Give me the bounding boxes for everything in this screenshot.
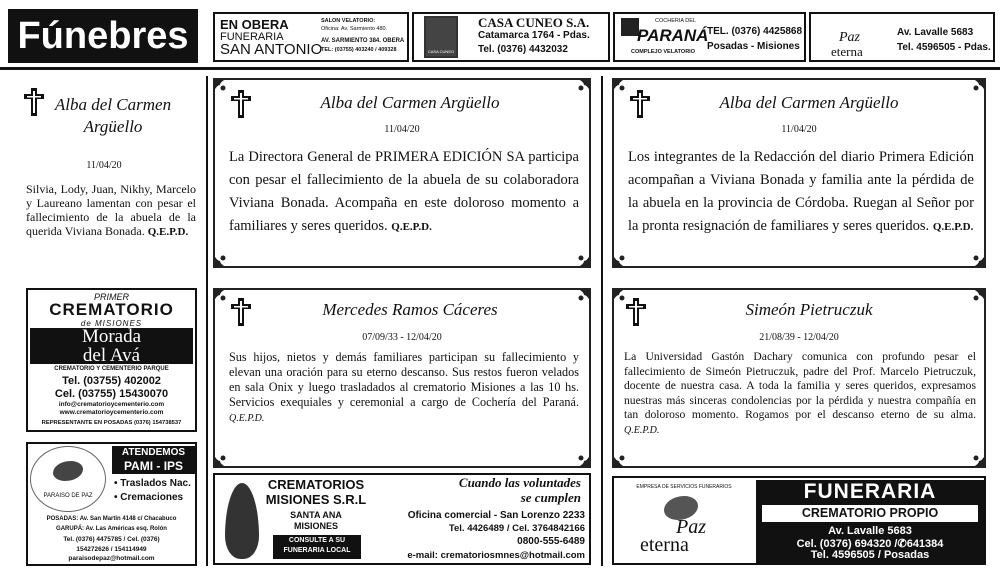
ad-line: EN OBERA bbox=[220, 17, 289, 32]
ad-paz-eterna[interactable] bbox=[809, 12, 995, 62]
ad-line: FUNERARIA LOCAL bbox=[283, 547, 351, 554]
frame-corner-ornament bbox=[212, 287, 234, 309]
ad-line: Oficina: Av. Sarmiento 480. bbox=[321, 26, 388, 32]
cross-icon bbox=[231, 90, 251, 118]
ad-line: Tel. 4426489 / Cel. 3764842166 bbox=[448, 523, 585, 534]
qepd: Q.E.P.D. bbox=[932, 221, 974, 233]
ad-crematorios-misiones[interactable] bbox=[213, 473, 591, 565]
ad-line: CREMATORIO Y CEMENTERIO PARQUE bbox=[54, 366, 169, 372]
ad-line: TEL: (03755) 403240 / 409328 bbox=[321, 47, 397, 53]
ad-line: GARUPÁ: Av. Las Américas esq. Rolón bbox=[56, 526, 167, 532]
ad-line: CREMATORIOS bbox=[267, 477, 365, 492]
cuneo-logo-text: CASA CUNEO bbox=[427, 49, 455, 54]
paz-eterna-logo bbox=[618, 480, 748, 562]
obituary-notice bbox=[612, 288, 986, 468]
frame-corner-ornament bbox=[611, 447, 633, 469]
logo-text: Paz bbox=[676, 516, 706, 538]
notice-body bbox=[624, 350, 976, 438]
ad-line: FUNERARIA bbox=[803, 480, 937, 503]
deceased-name: Simeón Pietruczuk bbox=[745, 300, 873, 319]
ad-funeraria-san-antonio[interactable] bbox=[213, 12, 409, 62]
ad-line: EMPRESA DE SERVICIOS FUNERARIOS bbox=[636, 484, 732, 490]
ad-line: PARANÁ bbox=[637, 26, 709, 45]
qepd: Q.E.P.D. bbox=[229, 413, 265, 424]
frame-corner-ornament bbox=[570, 287, 592, 309]
obituary-notice bbox=[213, 78, 591, 268]
frame-corner-ornament bbox=[611, 77, 633, 99]
cross-icon bbox=[630, 90, 650, 118]
frame-corner-ornament bbox=[965, 447, 987, 469]
ad-line: Morada bbox=[81, 326, 142, 347]
notice-date: 11/04/20 bbox=[781, 124, 817, 135]
pami-block bbox=[112, 446, 195, 474]
ad-line: AV. SARMIENTO 384. OBERA bbox=[321, 38, 405, 44]
ad-line: ATENDEMOS bbox=[121, 447, 186, 458]
ad-line: REPRESENTANTE EN POSADAS (0376) 154738537 bbox=[41, 420, 182, 426]
ad-line: 154272626 / 154114949 bbox=[76, 546, 147, 553]
ad-line: PRIMER bbox=[93, 292, 129, 302]
ad-line: • Traslados Nac. bbox=[114, 478, 191, 489]
notice-text: La Directora General de PRIMERA EDICIÓN SA participa con pesar el fallecimiento de la abuela de su colaboradora Viviana Bonada. Acompaña en este doloroso momento a familiares y seres queridos. bbox=[229, 149, 579, 234]
ad-funeraria-paz-eterna[interactable] bbox=[612, 476, 986, 565]
section-title: Fúnebres bbox=[8, 9, 198, 63]
ad-line: www.crematorioycementerio.com bbox=[59, 409, 164, 416]
section-header bbox=[0, 0, 1000, 70]
ad-line: Tel. 4596505 - Pdas. bbox=[897, 42, 991, 53]
frame-corner-ornament bbox=[212, 77, 234, 99]
frame-corner-ornament bbox=[965, 77, 987, 99]
frame-corner-ornament bbox=[212, 447, 234, 469]
ad-line: info@crematorioycementerio.com bbox=[58, 401, 165, 408]
logo-text: eterna bbox=[831, 44, 863, 59]
ad-line: Tel. 4596505 / Posadas bbox=[810, 549, 930, 561]
ad-line: COMPLEJO VELATORIO bbox=[631, 49, 695, 55]
ad-line: CASA CUNEO S.A. bbox=[478, 15, 590, 30]
qepd: Q.E.P.D. bbox=[147, 226, 189, 238]
paz-eterna-logo bbox=[817, 16, 887, 60]
ad-line: FUNERARIA bbox=[220, 31, 284, 43]
consulte-block bbox=[273, 535, 361, 559]
ad-line: Cuando las voluntades bbox=[458, 475, 581, 490]
frame-corner-ornament bbox=[965, 247, 987, 269]
ad-line: Posadas - Misiones bbox=[707, 41, 800, 52]
qepd: Q.E.P.D. bbox=[391, 221, 432, 233]
ad-line: Oficina comercial - San Lorenzo 2233 bbox=[407, 510, 585, 521]
ad-cocheria-parana[interactable] bbox=[613, 12, 806, 62]
ad-line: • Cremaciones bbox=[114, 492, 184, 503]
ad-line: CREMATORIO bbox=[49, 300, 174, 319]
cuneo-logo bbox=[424, 16, 458, 58]
column-divider bbox=[206, 76, 208, 566]
ad-line: CONSULTE A SU bbox=[288, 537, 346, 544]
ad-line: paraisodepaz@hotmail.com bbox=[68, 555, 155, 562]
frame-corner-ornament bbox=[611, 287, 633, 309]
ad-line: COCHERIA DEL bbox=[655, 18, 696, 24]
ad-line: Tel. (03755) 402002 bbox=[62, 375, 161, 387]
deceased-name: Mercedes Ramos Cáceres bbox=[322, 300, 498, 319]
ad-line: SANTA ANA bbox=[290, 510, 342, 520]
notice-body bbox=[229, 146, 579, 239]
ad-morada-del-ava[interactable] bbox=[26, 288, 197, 432]
ad-line: SAN ANTONIO bbox=[220, 41, 323, 58]
obituary-notice bbox=[14, 84, 194, 279]
morada-name-block bbox=[30, 328, 193, 364]
logo-text: eterna bbox=[640, 534, 689, 556]
ad-line: de MISIONES bbox=[80, 319, 143, 328]
ad-line: MISIONES bbox=[293, 521, 338, 531]
notice-body bbox=[628, 146, 974, 239]
frame-corner-ornament bbox=[570, 247, 592, 269]
notice-body bbox=[26, 182, 196, 239]
ad-line: Tel. (0376) 4432032 bbox=[478, 44, 568, 55]
notice-text: Sus hijos, nietos y demás familiares participan su fallecimiento y elevan una oración para su eterno descanso. Sus restos fueron velados en sala Onix y luego trasladados al crematorio Misiones a las 10 hs. Servicios exequiales y ceremonial a cargo de Cochería del Paraná. bbox=[229, 350, 579, 409]
ad-line: Cel. (03755) 15430070 bbox=[54, 388, 169, 400]
paraiso-logo bbox=[30, 446, 106, 512]
ad-line: Av. Lavalle 5683 bbox=[828, 525, 912, 537]
ad-line: se cumplen bbox=[520, 490, 581, 505]
cross-icon bbox=[231, 298, 251, 326]
notice-date: 11/04/20 bbox=[384, 124, 420, 135]
notice-date: 07/09/33 - 12/04/20 bbox=[362, 332, 442, 343]
ad-line: Tel. (0376) 4475785 / Cel. (0376) bbox=[63, 536, 160, 543]
ad-line: CREMATORIO PROPIO bbox=[801, 506, 939, 520]
ad-line: e-mail: crematoriosmnes@hotmail.com bbox=[407, 550, 585, 561]
qepd: Q.E.P.D. bbox=[624, 424, 660, 436]
deceased-name: Alba del Carmen Argüello bbox=[719, 93, 899, 112]
obituary-notice bbox=[612, 78, 986, 268]
ad-line: MISIONES S.R.L bbox=[265, 492, 367, 507]
deceased-name: Alba del Carmen Argüello bbox=[320, 93, 500, 112]
ad-line: Catamarca 1764 - Pdas. bbox=[478, 30, 590, 41]
flame-icon bbox=[225, 483, 259, 559]
ad-paraiso-de-paz[interactable] bbox=[26, 442, 197, 566]
notice-text: Los integrantes de la Redacción del diario Primera Edición acompañan a Viviana Bonada y familia ante la pérdida de la abuela en la provincia de Córdoba. Ruegan al Señor por la pronta resignación de familiares y seres queridos. bbox=[628, 149, 974, 234]
funeraria-block bbox=[756, 480, 984, 563]
column-divider bbox=[601, 76, 603, 566]
ad-line: PARAISO DE PAZ bbox=[43, 493, 93, 499]
notice-text: La Universidad Gastón Dachary comunica con profundo pesar el fallecimiento de Simeón Pietruczuk, padre del Prof. Marcelo Pietruczuk, docente de nuestra casa. A toda la familia y seres queridos, expresamos nuestras más sinceras condolencias por la pérdida y nuestra compañía en tan doloroso momento. Rogamos por el descanso eterno de su alma. bbox=[624, 350, 976, 421]
obituary-notice bbox=[213, 288, 591, 468]
frame-corner-ornament bbox=[611, 247, 633, 269]
frame-corner-ornament bbox=[212, 247, 234, 269]
notice-date: 11/04/20 bbox=[86, 160, 122, 171]
deceased-name: Alba del Carmen Argüello bbox=[54, 95, 172, 136]
ad-line: Cel. (0376) 694320 /✆641384 bbox=[796, 538, 944, 550]
subtitle-bar bbox=[762, 505, 978, 522]
ad-line: del Avá bbox=[82, 345, 141, 366]
ad-line: TEL. (0376) 4425868 bbox=[707, 26, 803, 37]
logo-text: Paz bbox=[839, 30, 860, 45]
frame-corner-ornament bbox=[570, 77, 592, 99]
ad-line: 0800-555-6489 bbox=[517, 536, 585, 547]
ad-line: SALON VELATORIO: bbox=[321, 18, 376, 24]
frame-corner-ornament bbox=[570, 447, 592, 469]
ad-line: POSADAS: Av. San Martin 4148 c/ Chacabuco bbox=[46, 516, 177, 522]
ad-line: Av. Lavalle 5683 bbox=[897, 27, 974, 38]
notice-date: 21/08/39 - 12/04/20 bbox=[759, 332, 839, 343]
notice-body bbox=[229, 350, 579, 426]
ad-casa-cuneo[interactable] bbox=[412, 12, 610, 62]
ad-line: PAMI - IPS bbox=[123, 459, 184, 473]
frame-corner-ornament bbox=[965, 287, 987, 309]
notice-text: Silvia, Lody, Juan, Nikhy, Marcelo y Laureano lamentan con pesar el fallecimiento de la abuela de la querida Viviana Bonada. bbox=[26, 182, 196, 238]
dove-icon bbox=[53, 461, 83, 481]
